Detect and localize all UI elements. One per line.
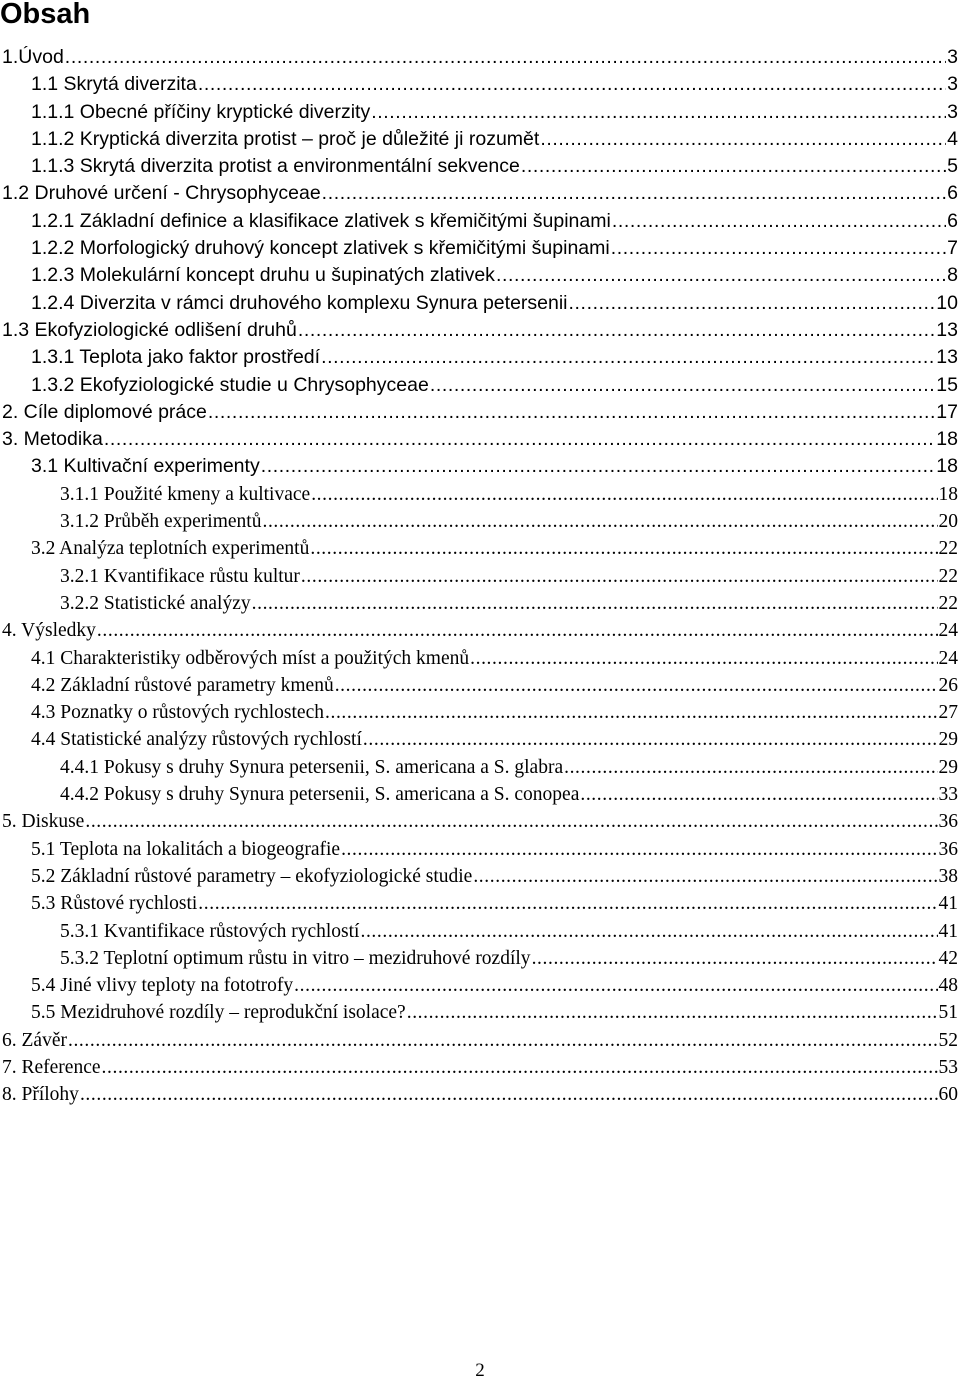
toc-entry-page-number: 29 [938,729,958,751]
toc-dot-leader [521,153,946,180]
toc-entry-label: 5.3.1 Kvantifikace růstových rychlostí [60,920,360,942]
toc-dot-leader [321,344,935,371]
toc-entry-label: 1.1.3 Skrytá diverzita protist a environmentální sekvence [31,155,520,178]
toc-dot-leader [335,672,938,699]
toc-entry-page-number: 6 [947,209,958,232]
toc-dot-leader [298,317,935,344]
toc-entry-label: 1.2.2 Morfologický druhový koncept zlativek s křemičitými šupinami [31,237,610,260]
toc-dot-leader [311,481,937,508]
toc-entry-page-number: 33 [938,784,958,806]
toc-dot-leader [294,972,937,999]
toc-entry-label: 5.5 Mezidruhové rozdíly – reprodukční isolace? [31,1002,406,1024]
toc-dot-leader [580,781,937,808]
toc-entry-page-number: 22 [938,592,958,614]
toc-entry-page-number: 3 [947,46,958,68]
toc-entry-page-number: 5 [947,155,958,178]
toc-dot-leader [80,1081,938,1108]
toc-entry[interactable] [0,235,958,262]
toc-entry-page-number: 26 [938,674,958,696]
toc-entry-page-number: 53 [938,1056,958,1078]
toc-entry-label: 1.2 Druhové určení - Chrysophyceae [2,182,321,205]
toc-entry[interactable] [0,71,958,98]
toc-entry-label: 4.4.2 Pokusy s druhy Synura petersenii, S. americana a S. conopea [60,784,580,806]
toc-entry-page-number: 36 [938,838,958,860]
toc-entry-label: 1.3.2 Ekofyziologické studie u Chrysophyceae [31,373,429,396]
toc-entry-label: 4.4 Statistické analýzy růstových rychlostí [31,729,362,751]
toc-entry[interactable] [0,317,958,344]
toc-entry-label: 1.2.3 Molekulární koncept druhu u šupinatých zlativek [31,264,495,287]
toc-entry[interactable] [0,208,958,235]
toc-entry[interactable] [0,890,958,917]
toc-dot-leader [261,453,936,480]
toc-entry[interactable] [0,699,958,726]
toc-entry[interactable] [0,726,958,753]
toc-entry[interactable] [0,481,958,508]
toc-entry[interactable] [0,590,958,617]
toc-entry-page-number: 17 [936,400,958,423]
toc-dot-leader [470,645,937,672]
toc-entry[interactable] [0,344,958,371]
toc-entry[interactable] [0,918,958,945]
toc-entry-label: 4.1 Charakteristiky odběrových míst a použitých kmenů [31,647,470,669]
toc-entry-page-number: 22 [938,538,958,560]
toc-entry-page-number: 24 [938,620,958,642]
toc-entry[interactable] [0,563,958,590]
toc-entry-label: 6. Závěr [2,1029,67,1051]
toc-dot-leader [325,699,938,726]
toc-dot-leader [363,726,938,753]
toc-entry[interactable] [0,754,958,781]
toc-entry-label: 3. Metodika [2,428,103,451]
toc-dot-leader [262,508,937,535]
toc-entry-label: 1.1.1 Obecné příčiny kryptické diverzity [31,100,371,123]
toc-dot-leader [85,808,937,835]
toc-entry-page-number: 22 [938,565,958,587]
table-of-contents [0,44,958,1109]
toc-dot-leader [310,535,937,562]
toc-entry-page-number: 27 [938,702,958,724]
toc-entry-page-number: 60 [938,1084,958,1106]
toc-dot-leader [322,180,946,207]
toc-dot-leader [430,372,935,399]
toc-dot-leader [611,235,946,262]
toc-dot-leader [569,290,936,317]
toc-entry[interactable] [0,617,958,644]
toc-entry-label: 3.1.2 Průběh experimentů [60,511,262,533]
toc-entry-label: 4. Výsledky [2,620,96,642]
toc-entry-page-number: 20 [938,511,958,533]
toc-entry[interactable] [0,290,958,317]
toc-dot-leader [65,44,946,71]
toc-entry-label: 5. Diskuse [2,811,85,833]
toc-entry[interactable] [0,44,958,71]
toc-entry-label: 1.Úvod [2,46,64,68]
toc-entry-page-number: 38 [938,865,958,887]
toc-entry-page-number: 42 [938,947,958,969]
toc-entry[interactable] [0,372,958,399]
toc-entry-label: 1.3 Ekofyziologické odlišení druhů [2,318,297,341]
toc-dot-leader [371,99,946,126]
toc-entry[interactable] [0,863,958,890]
toc-entry[interactable] [0,180,958,207]
toc-entry-page-number: 3 [947,73,958,96]
toc-entry[interactable] [0,645,958,672]
toc-entry-label: 1.3.1 Teplota jako faktor prostředí [31,346,321,369]
page-title: Obsah [0,0,91,30]
toc-dot-leader [102,1054,938,1081]
toc-entry-label: 3.2.1 Kvantifikace růstu kultur [60,565,300,587]
footer-page-number: 2 [475,1360,485,1381]
toc-dot-leader [198,71,946,98]
toc-dot-leader [473,863,937,890]
toc-entry-label: 5.3 Růstové rychlosti [31,893,198,915]
toc-dot-leader [532,945,938,972]
toc-dot-leader [97,617,938,644]
toc-entry-label: 4.2 Základní růstové parametry kmenů [31,674,334,696]
toc-entry-page-number: 18 [938,483,958,505]
toc-dot-leader [407,999,938,1026]
toc-dot-leader [341,836,937,863]
toc-entry-page-number: 29 [938,756,958,778]
toc-entry-label: 8. Přílohy [2,1084,79,1106]
toc-dot-leader [208,399,935,426]
toc-entry[interactable] [0,262,958,289]
toc-entry[interactable] [0,535,958,562]
toc-entry[interactable] [0,1054,958,1081]
toc-entry-label: 5.3.2 Teplotní optimum růstu in vitro – mezidruhové rozdíly [60,947,531,969]
toc-entry-page-number: 4 [947,127,958,150]
toc-entry[interactable] [0,426,958,453]
toc-entry-label: 1.2.4 Diverzita v rámci druhového komplexu Synura petersenii [31,291,568,314]
toc-entry-label: 1.1.2 Kryptická diverzita protist – proč je důležité ji rozumět [31,127,540,150]
toc-dot-leader [198,890,937,917]
toc-entry-label: 4.3 Poznatky o růstových rychlostech [31,702,324,724]
toc-entry[interactable] [0,672,958,699]
toc-entry-label: 5.4 Jiné vlivy teploty na fototrofy [31,975,294,997]
toc-entry-page-number: 36 [938,811,958,833]
toc-entry[interactable] [0,781,958,808]
toc-entry-label: 3.2.2 Statistické analýzy [60,592,251,614]
toc-entry[interactable] [0,508,958,535]
toc-entry-page-number: 51 [938,1002,958,1024]
toc-entry[interactable] [0,153,958,180]
toc-entry-label: 3.2 Analýza teplotních experimentů [31,538,310,560]
toc-entry-label: 5.1 Teplota na lokalitách a biogeografie [31,838,341,860]
toc-entry[interactable] [0,1081,958,1108]
toc-entry-page-number: 7 [947,237,958,260]
toc-dot-leader [360,918,937,945]
toc-dot-leader [612,208,946,235]
toc-entry[interactable] [0,399,958,426]
toc-entry[interactable] [0,972,958,999]
toc-dot-leader [564,754,937,781]
toc-entry-page-number: 13 [936,318,958,341]
toc-entry[interactable] [0,808,958,835]
toc-entry-label: 4.4.1 Pokusy s druhy Synura petersenii, S. americana a S. glabra [60,756,564,778]
toc-entry-page-number: 8 [947,264,958,287]
toc-entry[interactable] [0,99,958,126]
toc-entry-page-number: 18 [936,428,958,451]
toc-entry-label: 7. Reference [2,1056,101,1078]
toc-entry-page-number: 18 [936,455,958,478]
toc-entry-label: 1.2.1 Základní definice a klasifikace zlativek s křemičitými šupinami [31,209,611,232]
toc-entry-page-number: 41 [938,920,958,942]
toc-entry-page-number: 52 [938,1029,958,1051]
toc-entry[interactable] [0,945,958,972]
toc-dot-leader [68,1027,938,1054]
toc-entry-label: 1.1 Skrytá diverzita [31,73,197,96]
toc-entry-page-number: 10 [936,291,958,314]
toc-entry-page-number: 3 [947,100,958,123]
toc-entry-page-number: 15 [936,373,958,396]
toc-entry-page-number: 24 [938,647,958,669]
toc-entry-page-number: 6 [947,182,958,205]
toc-entry[interactable] [0,126,958,153]
toc-dot-leader [252,590,938,617]
toc-dot-leader [301,563,938,590]
toc-entry[interactable] [0,453,958,480]
toc-entry[interactable] [0,999,958,1026]
toc-entry[interactable] [0,836,958,863]
toc-dot-leader [104,426,935,453]
toc-dot-leader [496,262,946,289]
toc-entry-page-number: 48 [938,975,958,997]
toc-entry[interactable] [0,1027,958,1054]
toc-entry-label: 5.2 Základní růstové parametry – ekofyziologické studie [31,865,473,887]
toc-entry-label: 3.1 Kultivační experimenty [31,455,260,478]
toc-entry-label: 3.1.1 Použité kmeny a kultivace [60,483,311,505]
toc-entry-page-number: 13 [936,346,958,369]
toc-entry-page-number: 41 [938,893,958,915]
toc-entry-label: 2. Cíle diplomové práce [2,400,207,423]
toc-dot-leader [540,126,946,153]
